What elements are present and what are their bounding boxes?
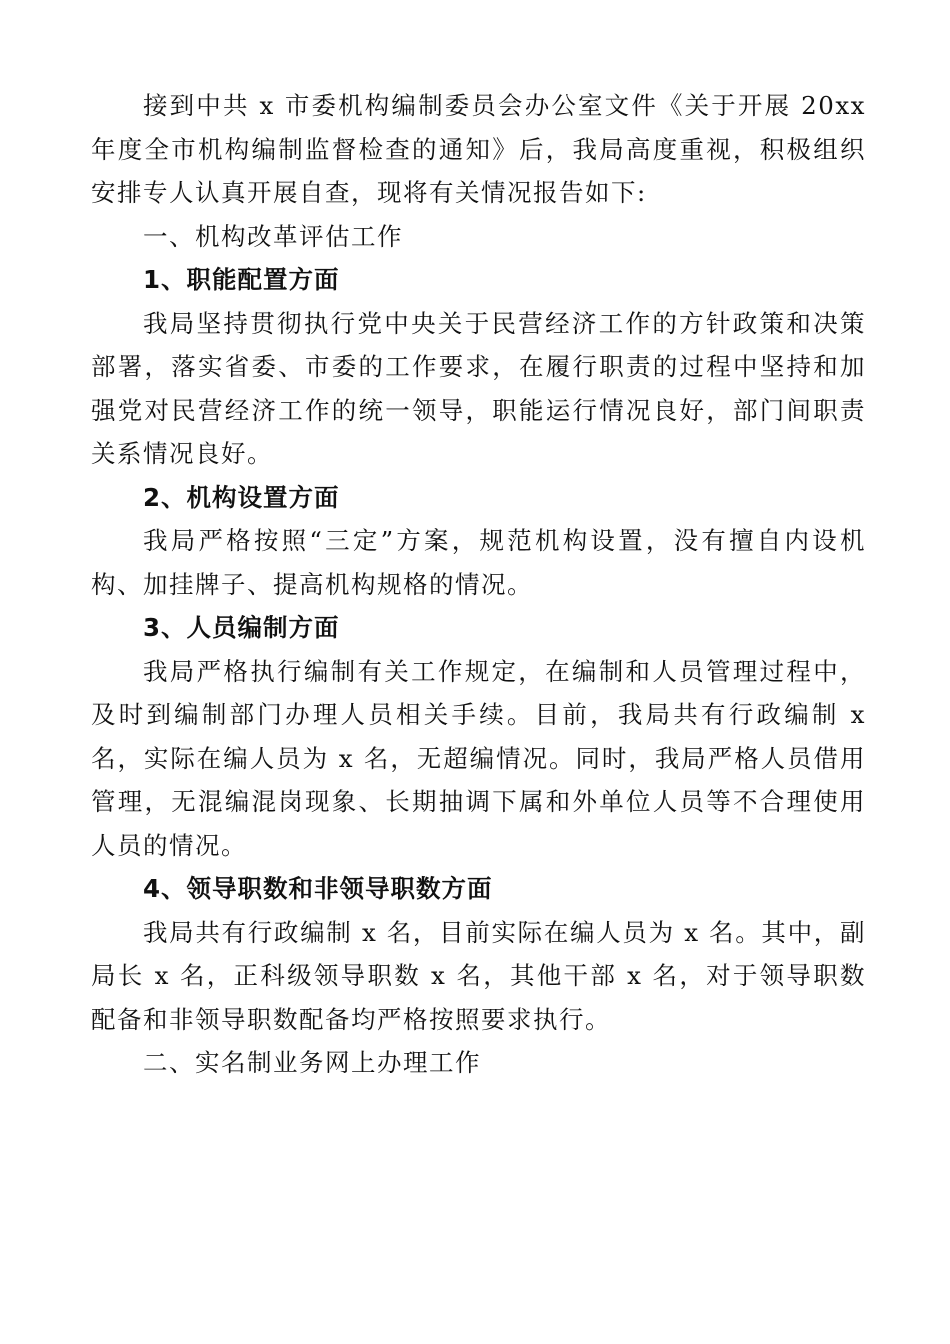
section-2-heading: 二、实名制业务网上办理工作 (143, 1048, 481, 1077)
subsection-1-heading: 1、职能配置方面 (143, 265, 340, 294)
subsection-2-heading: 2、机构设置方面 (143, 482, 340, 512)
subsection-2-body: 我局严格按照“三定”方案，规范机构设置，没有擅自内设机构、加挂牌子、提高机构规格的情况。 (91, 526, 866, 599)
document-page (91, 84, 866, 1085)
subsection-3-body: 我局严格执行编制有关工作规定，在编制和人员管理过程中，及时到编制部门办理人员相关手续。目前，我局共有行政编制 x 名，实际在编人员为 x 名，无超编情况。同时，我局严格人员借用管理，无混编混岗现象、长期抽调下属和外单位人员等不合理使用人员的情况。 (91, 656, 866, 860)
subsection-3-heading: 3、人员编制方面 (143, 613, 340, 642)
subsection-4-heading: 4、领导职数和非领导职数方面 (143, 874, 493, 903)
subsection-4-body: 我局共有行政编制 x 名，目前实际在编人员为 x 名。其中，副局长 x 名，正科级领导职数 x 名，其他干部 x 名，对于领导职数配备和非领导职数配备均严格按照要求执行。 (91, 917, 866, 1034)
intro-paragraph: 接到中共 x 市委机构编制委员会办公室文件《关于开展 20xx 年度全市机构编制监督检查的通知》后，我局高度重视，积极组织安排专人认真开展自查，现将有关情况报告如下: (91, 91, 866, 207)
subsection-1-body: 我局坚持贯彻执行党中央关于民营经济工作的方针政策和决策部署，落实省委、市委的工作要求，在履行职责的过程中坚持和加强党对民营经济工作的统一领导，职能运行情况良好，部门间职责关系情况良好。 (91, 308, 866, 468)
section-1-heading: 一、机构改革评估工作 (143, 221, 403, 251)
